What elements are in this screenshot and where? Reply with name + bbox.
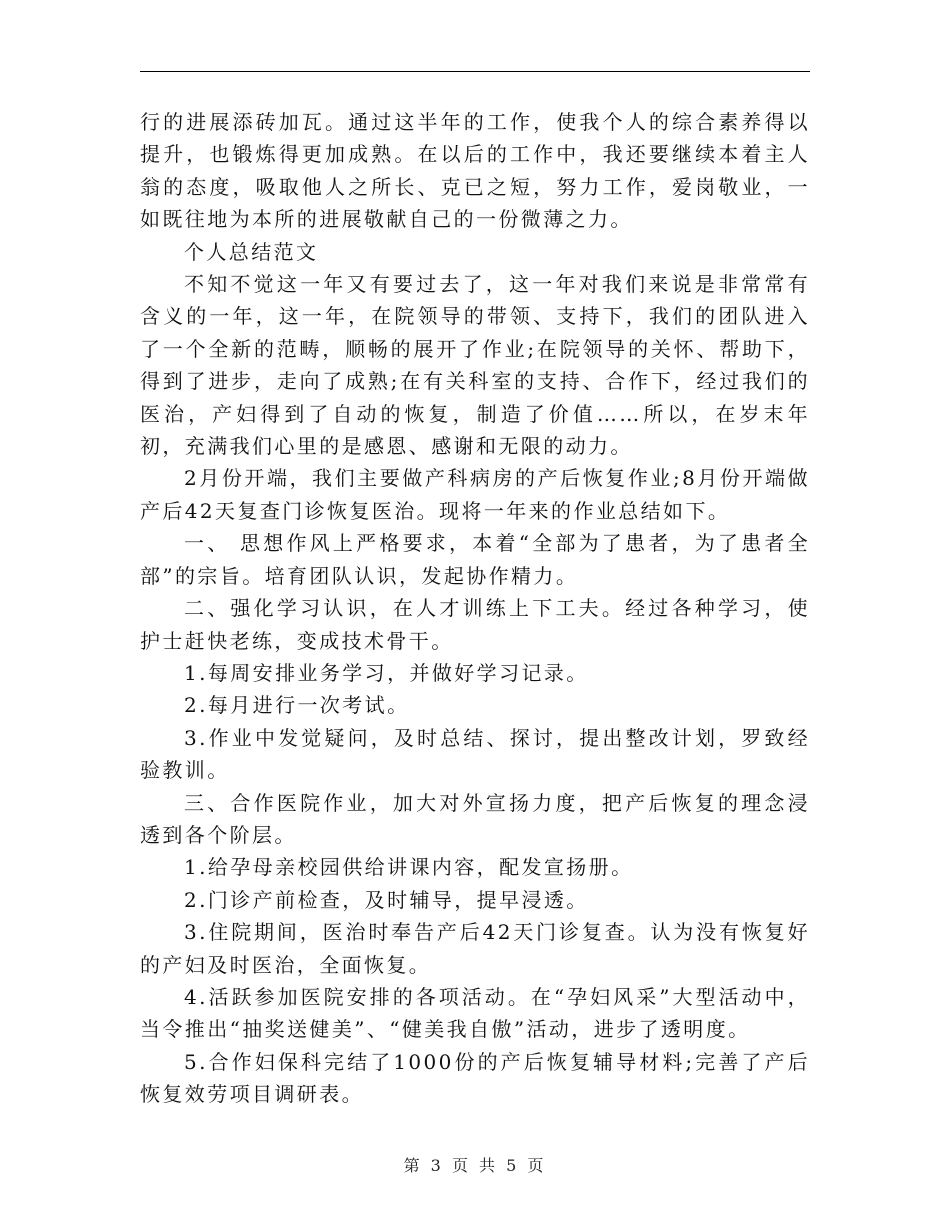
page-footer: 第 3 页 共 5 页 [403, 1156, 547, 1175]
paragraph: 三、合作医院作业，加大对外宣扬力度，把产后恢复的理念浸透到各个阶层。 [140, 790, 810, 847]
paragraph: 4.活跃参加医院安排的各项活动。在“孕妇风采”大型活动中，当令推出“抽奖送健美”、“健美我自傲”活动，进步了透明度。 [140, 984, 810, 1042]
paragraph: 3.作业中发觉疑问，及时总结、探讨，提出整改计划，罗致经验教训。 [140, 725, 810, 783]
paragraph: 不知不觉这一年又有要过去了，这一年对我们来说是非常常有含义的一年，这一年，在院领导的带领、支持下，我们的团队进入了一个全新的范畴，顺畅的展开了作业;在院领导的关怀、帮助下，得到了进步，走向了成熟;在有关科室的支持、合作下，经过我们的医治，产妇得到了自动的恢复，制造了价值……所以，在岁末年初，充满我们心里的是感恩、感谢和无限的动力。 [140, 272, 810, 459]
paragraph: 一、 思想作风上严格要求，本着“全部为了患者，为了患者全部”的宗旨。培育团队认识，发起协作精力。 [140, 531, 810, 588]
header-rule [140, 71, 810, 72]
section-heading: 个人总结范文 [184, 239, 319, 264]
paragraph: 2.门诊产前检查，及时辅导，提早浸透。 [184, 887, 589, 912]
document-body [140, 106, 810, 1111]
paragraph: 2.每月进行一次考试。 [184, 693, 410, 718]
paragraph: 行的进展添砖加瓦。通过这半年的工作，使我个人的综合素养得以提升，也锻炼得更加成熟。在以后的工作中，我还要继续本着主人翁的态度，吸取他人之所长、克已之短，努力工作，爱岗敬业，一如既往地为本所的进展敬献自己的一份微薄之力。 [140, 110, 810, 232]
paragraph: 1.每周安排业务学习，并做好学习记录。 [184, 660, 589, 685]
paragraph: 5.合作妇保科完结了1000份的产后恢复辅导材料;完善了产后恢复效劳项目调研表。 [140, 1049, 810, 1107]
paragraph: 3.住院期间，医治时奉告产后42天门诊复查。认为没有恢复好的产妇及时医治，全面恢复。 [140, 920, 810, 977]
paragraph: 二、强化学习认识，在人才训练上下工夫。经过各种学习，使护士赶快老练，变成技术骨干。 [140, 596, 810, 653]
paragraph: 2月份开端，我们主要做产科病房的产后恢复作业;8月份开端做产后42天复查门诊恢复医治。现将一年来的作业总结如下。 [140, 466, 810, 523]
paragraph: 1.给孕母亲校园供给讲课内容，配发宣扬册。 [184, 855, 634, 880]
